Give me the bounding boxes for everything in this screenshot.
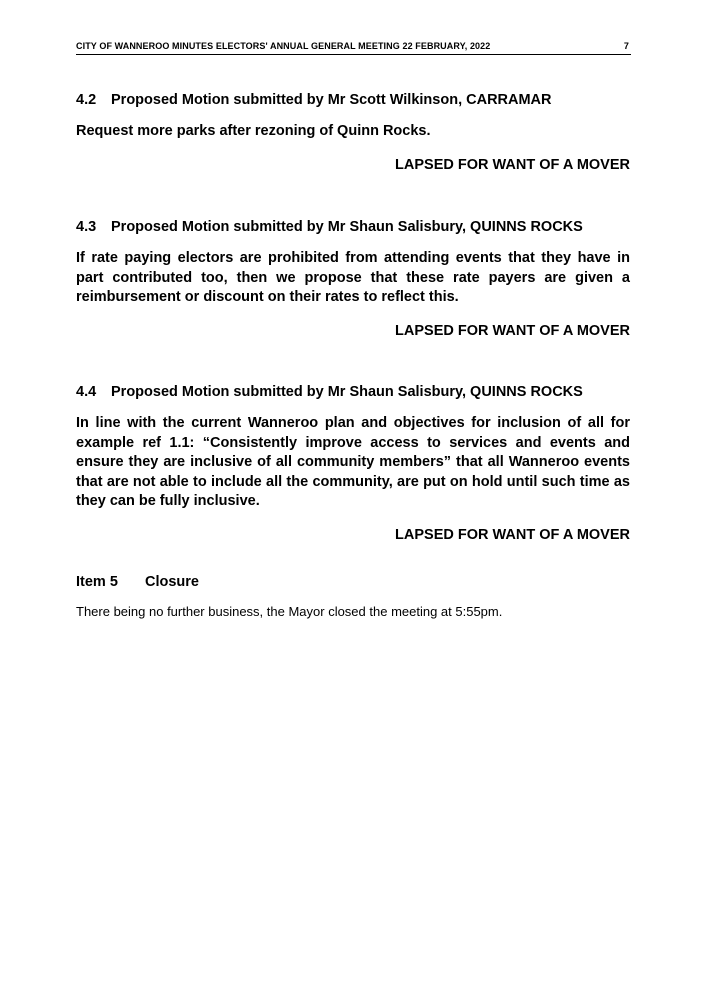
motion-title: Proposed Motion submitted by Mr Scott Wilkinson, CARRAMAR xyxy=(111,92,552,108)
motion-4-4-outcome: LAPSED FOR WANT OF A MOVER xyxy=(395,527,630,543)
motion-number: 4.4 xyxy=(76,384,97,400)
page-number: 7 xyxy=(623,41,629,51)
motion-4-3-outcome: LAPSED FOR WANT OF A MOVER xyxy=(395,323,630,339)
motion-4-4-heading xyxy=(76,384,583,400)
motion-4-4-text: In line with the current Wanneroo plan and objectives for inclusion of all for example ref 1.1: “Consistently improve access to services and events and ensure they are inclusive of all community members” that all Wanneroo events that are not able to include all the community, are put on hold until such time as they can be fully inclusive. xyxy=(76,415,630,509)
motion-4-3-heading xyxy=(76,219,583,235)
page-header xyxy=(76,40,631,55)
item-title: Closure xyxy=(145,574,199,590)
header-title: CITY OF WANNEROO MINUTES ELECTORS' ANNUAL GENERAL MEETING 22 FEBRUARY, 2022 xyxy=(76,41,491,51)
closure-heading xyxy=(76,574,199,590)
motion-4-2-text: Request more parks after rezoning of Quinn Rocks. xyxy=(76,123,431,139)
motion-4-3-text: If rate paying electors are prohibited from attending events that they have in part contributed too, then we propose that these rate payers are given a reimbursement or discount on their rates to reflect this. xyxy=(76,250,630,305)
motion-4-2-outcome: LAPSED FOR WANT OF A MOVER xyxy=(395,157,630,173)
motion-title: Proposed Motion submitted by Mr Shaun Salisbury, QUINNS ROCKS xyxy=(111,219,583,235)
motion-number: 4.2 xyxy=(76,92,97,108)
motion-4-2-heading xyxy=(76,92,552,108)
motion-title: Proposed Motion submitted by Mr Shaun Salisbury, QUINNS ROCKS xyxy=(111,384,583,400)
closure-text: There being no further business, the Mayor closed the meeting at 5:55pm. xyxy=(76,604,503,619)
motion-number: 4.3 xyxy=(76,219,97,235)
item-label: Item 5 xyxy=(76,574,118,590)
